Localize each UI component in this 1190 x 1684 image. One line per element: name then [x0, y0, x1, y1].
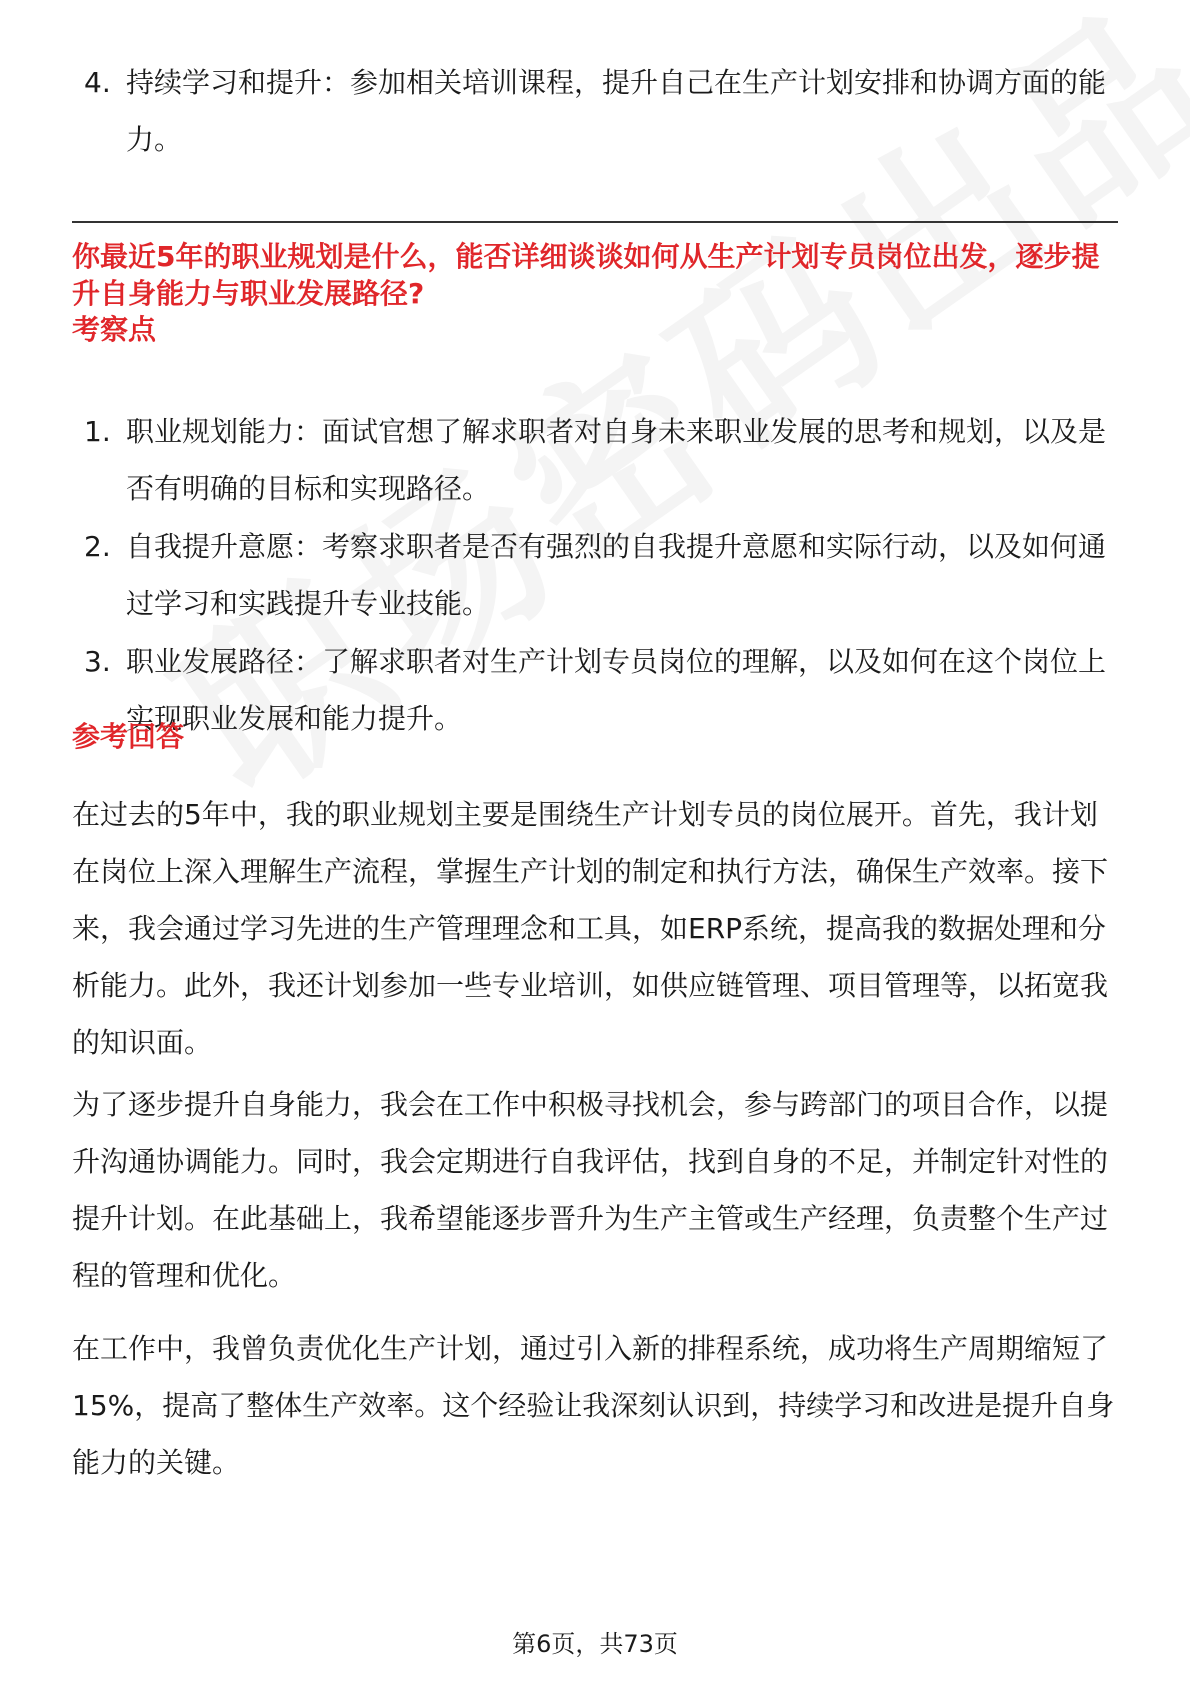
answer-paragraph: 为了逐步提升自身能力，我会在工作中积极寻找机会，参与跨部门的项目合作，以提升沟通协调能力。同时，我会定期进行自我评估，找到自身的不足，并制定针对性的提升计划。在此基础上，我希望能逐步晋升为生产主管或生产经理，负责整个生产过程的管理和优化。: [72, 1088, 1109, 1292]
previous-answer-list: [72, 54, 1118, 168]
list-item-number: 2.: [84, 530, 111, 563]
points-label: 考察点: [72, 313, 157, 346]
section-divider: [72, 221, 1118, 223]
list-item: [72, 633, 1118, 747]
list-item-text: 自我提升意愿：考察求职者是否有强烈的自我提升意愿和实际行动，以及如何通过学习和实践提升专业技能。: [126, 530, 1107, 620]
answer-paragraph: 在工作中，我曾负责优化生产计划，通过引入新的排程系统，成功将生产周期缩短了15%，提高了整体生产效率。这个经验让我深刻认识到，持续学习和改进是提升自身能力的关键。: [72, 1332, 1115, 1479]
list-item-number: 4.: [84, 66, 111, 99]
list-item-number: 3.: [84, 645, 111, 678]
list-item-text: 职业规划能力：面试官想了解求职者对自身未来职业发展的思考和规划，以及是否有明确的目标和实现路径。: [126, 415, 1107, 505]
list-item-text: 职业发展路径：了解求职者对生产计划专员岗位的理解，以及如何在这个岗位上实现职业发展和能力提升。: [126, 645, 1107, 735]
list-item-text: 持续学习和提升：参加相关培训课程，提升自己在生产计划安排和协调方面的能力。: [126, 66, 1107, 156]
list-item: [72, 403, 1118, 517]
list-item-number: 1.: [84, 415, 111, 448]
points-list: [72, 403, 1118, 748]
answer-label: 参考回答: [72, 720, 185, 753]
list-item: [72, 54, 1118, 168]
interview-question: 你最近5年的职业规划是什么，能否详细谈谈如何从生产计划专员岗位出发，逐步提升自身能力与职业发展路径?: [72, 240, 1100, 310]
answer-paragraph: 在过去的5年中，我的职业规划主要是围绕生产计划专员的岗位展开。首先，我计划在岗位上深入理解生产流程，掌握生产计划的制定和执行方法，确保生产效率。接下来，我会通过学习先进的生产管理理念和工具，如ERP系统，提高我的数据处理和分析能力。此外，我还计划参加一些专业培训，如供应链管理、项目管理等，以拓宽我的知识面。: [72, 798, 1109, 1059]
page-footer: 第6页，共73页: [512, 1630, 678, 1658]
list-item: [72, 518, 1118, 632]
